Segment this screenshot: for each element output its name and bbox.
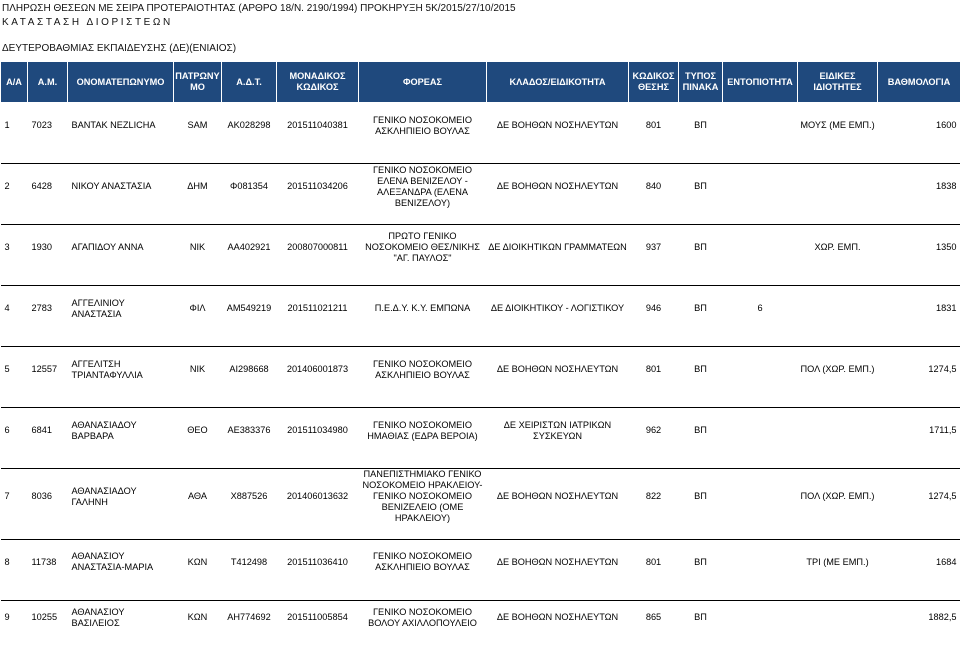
cell-special bbox=[798, 408, 878, 454]
cell-pos-code: 801 bbox=[645, 364, 662, 375]
cell-name: ΑΘΑΝΑΣΙΟΥ ΒΑΣΙΛΕΙΟΣ bbox=[71, 606, 125, 628]
cell-code: 201511005854 bbox=[287, 612, 348, 623]
cell-agency: ΓΕΝΙΚΟ ΝΟΣΟΚΟΜΕΙΟ ΕΛΕΝΑ ΒΕΝΙΖΕΛΟΥ - ΑΛΕΞΑΝΔΡΑ (ΕΛΕΝΑ ΒΕΝΙΖΕΛΟΥ) bbox=[373, 164, 472, 208]
row-separator-line bbox=[1, 332, 960, 347]
cell-table-type: ΒΠ bbox=[694, 556, 707, 567]
col-header-special: ΕΙΔΙΚΕΣ ΙΔΙΟΤΗΤΕΣ bbox=[798, 62, 878, 103]
table-row bbox=[1, 225, 960, 271]
cell-name: ΑΓΓΕΛΙΤΣΗ ΤΡΙΑΝΤΑΦΥΛΛΙΑ bbox=[71, 358, 143, 380]
col-header-locality: ΕΝΤΟΠΙΟΤΗΤΑ bbox=[723, 62, 798, 103]
cell-table-type: ΒΠ bbox=[694, 612, 707, 623]
row-separator bbox=[1, 454, 960, 469]
cell-score: 1350 bbox=[936, 242, 957, 253]
cell-name: ΑΘΑΝΑΣΙΑΔΟΥ ΒΑΡΒΑΡΑ bbox=[71, 419, 137, 441]
row-separator bbox=[1, 393, 960, 408]
cell-locality bbox=[723, 225, 798, 271]
table-row bbox=[1, 347, 960, 393]
cell-branch: ΔΕ ΔΙΟΙΚΗΤΙΚΩΝ ΓΡΑΜΜΑΤΕΩΝ bbox=[488, 242, 627, 253]
cell-adt: Χ887526 bbox=[230, 491, 268, 501]
table-body bbox=[1, 103, 960, 636]
cell-score: 1831 bbox=[936, 303, 957, 314]
cell-branch: ΔΕ ΒΟΗΘΩΝ ΝΟΣΗΛΕΥΤΩΝ bbox=[496, 612, 619, 623]
cell-aa: 9 bbox=[4, 612, 10, 623]
cell-locality bbox=[723, 539, 798, 585]
col-header-am: Α.Μ. bbox=[28, 62, 68, 103]
col-header-table-type: ΤΥΠΟΣ ΠΙΝΑΚΑ bbox=[679, 62, 723, 103]
col-header-aa: Α/Α bbox=[1, 62, 28, 103]
cell-am: 11738 bbox=[31, 556, 57, 567]
table-row bbox=[1, 286, 960, 332]
cell-special bbox=[798, 286, 878, 332]
cell-father: ΑΘΑ bbox=[187, 491, 208, 501]
cell-code: 201406013632 bbox=[286, 491, 349, 501]
row-separator-line bbox=[1, 393, 960, 408]
cell-aa: 7 bbox=[4, 491, 10, 501]
cell-father: ΦΙΛ bbox=[189, 303, 206, 314]
cell-branch: ΔΕ ΒΟΗΘΩΝ ΝΟΣΗΛΕΥΤΩΝ bbox=[496, 556, 619, 567]
cell-am: 2783 bbox=[31, 303, 52, 314]
cell-table-type: ΒΠ bbox=[694, 303, 707, 314]
cell-adt: ΑΑ402921 bbox=[227, 242, 271, 253]
table-row bbox=[1, 600, 960, 635]
cell-adt: ΑΕ383376 bbox=[227, 425, 271, 436]
cell-pos-code: 962 bbox=[645, 425, 662, 436]
cell-special: ΤΡΙ (ΜΕ ΕΜΠ.) bbox=[806, 556, 869, 567]
cell-table-type: ΒΠ bbox=[694, 181, 707, 192]
document-title: ΠΛΗΡΩΣΗ ΘΕΣΕΩΝ ΜΕ ΣΕΙΡΑ ΠΡΟΤΕΡΑΙΟΤΗΤΑΣ (ΑΡΘΡΟ 18/Ν. 2190/1994) ΠΡΟΚΗΡΥΞΗ 5Κ/2015/27/10/2015 bbox=[2, 3, 516, 14]
cell-table-type: ΒΠ bbox=[694, 491, 707, 501]
row-separator-line bbox=[1, 454, 960, 469]
cell-score: 1711,5 bbox=[929, 425, 957, 436]
cell-branch: ΔΕ ΧΕΙΡΙΣΤΩΝ ΙΑΤΡΙΚΩΝ ΣΥΣΚΕΥΩΝ bbox=[503, 419, 612, 441]
row-separator-line bbox=[1, 271, 960, 286]
cell-agency: ΓΕΝΙΚΟ ΝΟΣΟΚΟΜΕΙΟ ΗΜΑΘΙΑΣ (ΕΔΡΑ ΒΕΡΟΙΑ) bbox=[367, 419, 478, 441]
cell-name: ΑΓΓΕΛΙΝΙΟΥ ΑΝΑΣΤΑΣΙΑ bbox=[71, 297, 125, 319]
cell-score: 1882,5 bbox=[928, 612, 957, 623]
cell-am: 6841 bbox=[31, 425, 52, 436]
cell-pos-code: 946 bbox=[645, 303, 662, 314]
cell-locality bbox=[723, 600, 798, 635]
cell-am: 10255 bbox=[31, 612, 58, 623]
cell-am: 8036 bbox=[31, 491, 52, 501]
cell-table-type: ΒΠ bbox=[694, 364, 707, 375]
cell-adt: ΑΗ774692 bbox=[227, 612, 271, 623]
row-separator bbox=[1, 271, 960, 286]
cell-score: 1684 bbox=[936, 556, 957, 567]
cell-name: ΑΓΑΠΙΔΟΥ ΑΝΝΑ bbox=[71, 242, 144, 253]
cell-adt: Τ412498 bbox=[230, 556, 268, 567]
table-row bbox=[1, 539, 960, 585]
cell-aa: 5 bbox=[4, 364, 10, 375]
row-separator bbox=[1, 149, 960, 164]
cell-branch: ΔΕ ΔΙΟΙΚΗΤΙΚΟΥ - ΛΟΓΙΣΤΙΚΟΥ bbox=[490, 303, 625, 314]
col-header-code: ΜΟΝΑΔΙΚΟΣ ΚΩΔΙΚΟΣ bbox=[277, 62, 359, 103]
row-separator bbox=[1, 210, 960, 225]
row-separator-line bbox=[1, 585, 960, 600]
cell-pos-code: 840 bbox=[645, 181, 662, 192]
cell-father: ΚΩΝ bbox=[187, 612, 208, 623]
table-row bbox=[1, 469, 960, 525]
cell-adt: ΑΜ549219 bbox=[226, 303, 272, 314]
cell-pos-code: 865 bbox=[645, 612, 662, 623]
cell-name: ΑΘΑΝΑΣΙΟΥ ΑΝΑΣΤΑΣΙΑ-ΜΑΡΙΑ bbox=[71, 551, 154, 573]
row-separator-line bbox=[1, 149, 960, 164]
row-separator bbox=[1, 585, 960, 600]
cell-score: 1274,5 bbox=[928, 491, 957, 501]
col-header-adt: Α.Δ.Τ. bbox=[222, 62, 277, 103]
cell-father: ΚΩΝ bbox=[187, 556, 208, 567]
cell-pos-code: 822 bbox=[645, 491, 662, 501]
cell-name: ΝΙΚΟΥ ΑΝΑΣΤΑΣΙΑ bbox=[71, 181, 152, 192]
cell-agency: ΓΕΝΙΚΟ ΝΟΣΟΚΟΜΕΙΟ ΑΣΚΛΗΠΙΕΙΟ ΒΟΥΛΑΣ bbox=[373, 114, 472, 136]
cell-agency: ΓΕΝΙΚΟ ΝΟΣΟΚΟΜΕΙΟ ΒΟΛΟΥ ΑΧΙΛΛΟΠΟΥΛΕΙΟ bbox=[368, 606, 477, 628]
row-separator-line bbox=[1, 210, 960, 225]
cell-special bbox=[798, 600, 878, 635]
cell-agency: ΓΕΝΙΚΟ ΝΟΣΟΚΟΜΕΙΟ ΑΣΚΛΗΠΙΕΙΟ ΒΟΥΛΑΣ bbox=[373, 551, 472, 573]
cell-score: 1838 bbox=[936, 181, 957, 192]
cell-agency: Π.Ε.Δ.Υ. Κ.Υ. ΕΜΠΩΝΑ bbox=[374, 303, 471, 314]
col-header-score: ΒΑΘΜΟΛΟΓΙΑ bbox=[878, 62, 960, 103]
cell-name: ΑΘΑΝΑΣΙΑΔΟΥ ΓΑΛΗΝΗ bbox=[71, 485, 137, 507]
col-header-father: ΠΑΤΡΩΝΥ ΜΟ bbox=[174, 62, 222, 103]
cell-locality bbox=[723, 347, 798, 393]
cell-locality bbox=[723, 469, 798, 525]
cell-branch: ΔΕ ΒΟΗΘΩΝ ΝΟΣΗΛΕΥΤΩΝ bbox=[496, 120, 619, 131]
cell-table-type: ΒΠ bbox=[694, 242, 707, 253]
row-separator-line bbox=[1, 524, 960, 539]
cell-agency: ΓΕΝΙΚΟ ΝΟΣΟΚΟΜΕΙΟ ΑΣΚΛΗΠΙΕΙΟ ΒΟΥΛΑΣ bbox=[373, 358, 472, 380]
cell-pos-code: 937 bbox=[645, 242, 662, 253]
cell-pos-code: 801 bbox=[645, 120, 662, 131]
cell-score: 1274,5 bbox=[928, 364, 957, 375]
cell-table-type: ΒΠ bbox=[694, 425, 707, 436]
cell-code: 201511021211 bbox=[287, 303, 348, 314]
cell-code: 201511036410 bbox=[287, 556, 348, 567]
row-separator bbox=[1, 524, 960, 539]
cell-am: 1930 bbox=[31, 242, 52, 253]
cell-am: 7023 bbox=[31, 120, 52, 131]
cell-score: 1600 bbox=[936, 120, 957, 131]
table-row bbox=[1, 164, 960, 210]
cell-locality bbox=[723, 408, 798, 454]
cell-code: 201511040381 bbox=[287, 120, 348, 131]
cell-aa: 6 bbox=[4, 425, 10, 436]
cell-locality bbox=[723, 164, 798, 210]
cell-special: ΠΟΛ (ΧΩΡ. ΕΜΠ.) bbox=[800, 364, 875, 375]
cell-aa: 1 bbox=[4, 120, 10, 131]
col-header-name: ΟΝΟΜΑΤΕΠΩΝΥΜΟ bbox=[68, 62, 174, 103]
appointees-table bbox=[0, 61, 960, 635]
cell-branch: ΔΕ ΒΟΗΘΩΝ ΝΟΣΗΛΕΥΤΩΝ bbox=[496, 364, 619, 375]
cell-code: 200807000811 bbox=[287, 242, 348, 253]
cell-pos-code: 801 bbox=[645, 556, 662, 567]
cell-father: ΔΗΜ bbox=[187, 181, 208, 192]
cell-branch: ΔΕ ΒΟΗΘΩΝ ΝΟΣΗΛΕΥΤΩΝ bbox=[496, 491, 619, 501]
table-row bbox=[1, 103, 960, 149]
col-header-pos-code: ΚΩΔΙΚΟΣ ΘΕΣΗΣ bbox=[629, 62, 679, 103]
cell-special: ΧΩΡ. ΕΜΠ. bbox=[814, 242, 861, 253]
cell-father: ΝΙΚ bbox=[189, 364, 206, 375]
cell-locality bbox=[723, 103, 798, 149]
cell-code: 201511034206 bbox=[287, 181, 348, 192]
cell-table-type: ΒΠ bbox=[694, 120, 707, 131]
cell-agency: ΠΡΩΤΟ ΓΕΝΙΚΟ ΝΟΣΟΚΟΜΕΙΟ ΘΕΣ/ΝΙΚΗΣ "ΑΓ. ΠΑΥΛΟΣ" bbox=[365, 231, 480, 264]
document-section: ΔΕΥΤΕΡΟΒΑΘΜΙΑΣ ΕΚΠΑΙΔΕΥΣΗΣ (ΔΕ)(ΕΝΙΑΙΟΣ) bbox=[2, 43, 237, 54]
cell-branch: ΔΕ ΒΟΗΘΩΝ ΝΟΣΗΛΕΥΤΩΝ bbox=[496, 181, 619, 192]
row-separator bbox=[1, 332, 960, 347]
col-header-branch: ΚΛΑΔΟΣ/ΕΙΔΙΚΟΤΗΤΑ bbox=[487, 62, 629, 103]
cell-father: ΘΕΟ bbox=[187, 425, 208, 436]
cell-father: ΝΙΚ bbox=[189, 242, 206, 253]
cell-am: 6428 bbox=[31, 181, 52, 192]
cell-adt: AK028298 bbox=[227, 120, 271, 131]
cell-adt: Φ081354 bbox=[230, 181, 268, 192]
cell-locality: 6 bbox=[757, 303, 763, 314]
col-header-agency: ΦΟΡΕΑΣ bbox=[359, 62, 487, 103]
document-subtitle: ΚΑΤΑΣΤΑΣΗ ΔΙΟΡΙΣΤΕΩΝ bbox=[2, 17, 173, 28]
cell-special: ΠΟΛ (ΧΩΡ. ΕΜΠ.) bbox=[800, 491, 875, 501]
table-header-row bbox=[1, 62, 960, 103]
cell-aa: 4 bbox=[4, 303, 10, 314]
cell-code: 201511034980 bbox=[287, 425, 348, 436]
cell-code: 201406001873 bbox=[286, 364, 349, 375]
cell-special bbox=[798, 164, 878, 210]
cell-father: SAM bbox=[187, 120, 208, 131]
cell-agency: ΠΑΝΕΠΙΣΤΗΜΙΑΚΟ ΓΕΝΙΚΟ ΝΟΣΟΚΟΜΕΙΟ ΗΡΑΚΛΕΙΟΥ-ΓΕΝΙΚΟ ΝΟΣΟΚΟΜΕΙΟ ΒΕΝΙΖΕΛΕΙΟ (ΟΜΕ ΗΡΑΚΛΕΙΟΥ) bbox=[362, 469, 483, 523]
cell-adt: ΑΙ298668 bbox=[229, 364, 269, 375]
cell-name: ΒΑΝΤΑΚ NEZLICHA bbox=[71, 120, 156, 131]
cell-am: 12557 bbox=[31, 364, 58, 375]
cell-aa: 8 bbox=[4, 556, 10, 567]
table-row bbox=[1, 408, 960, 454]
cell-special: ΜΟΥΣ (ΜΕ ΕΜΠ.) bbox=[800, 120, 875, 131]
cell-aa: 2 bbox=[4, 181, 10, 192]
cell-aa: 3 bbox=[4, 242, 10, 253]
